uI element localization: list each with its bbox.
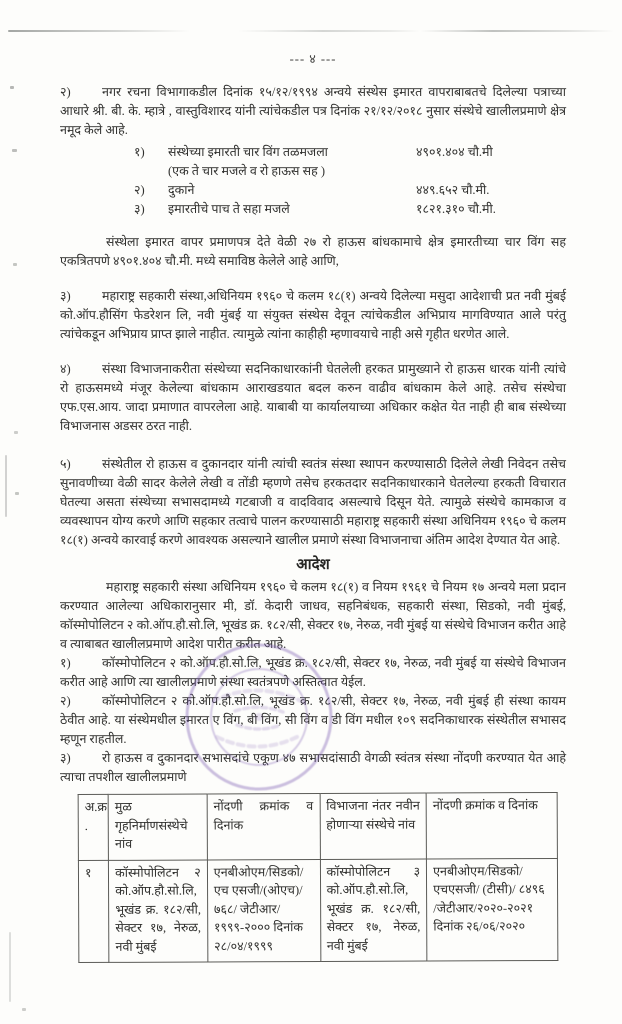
area-item: [60, 181, 566, 200]
header-serial-no: अ.क्र .: [78, 794, 108, 860]
area-item: [60, 143, 566, 162]
document-body: [60, 50, 566, 962]
area-item-number: १): [134, 145, 145, 159]
table-row: [78, 858, 557, 963]
order-item-1-text: कॉस्मोपोलिटन २ को.ऑप.हौ.सो.लि, भूखंड क्र. १८२/सी, सेक्टर १७, नेरुळ, नवी मुंबई या संस्थेचे विभाजन करीत आहे आणि त्या खालीलप्रमाणे संस्था स्वतंत्रपणे अस्तित्वात येईल.: [60, 656, 566, 689]
area-item-number: २): [134, 183, 145, 197]
area-item: [60, 200, 566, 219]
division-table: [78, 792, 559, 963]
paragraph-3-text: महाराष्ट्र सहकारी संस्था,अधिनियम १९६० चे कलम १८(१) अन्वये दिलेल्या मसुदा आदेशाची प्रत नवी मुंबई को.ऑप.हौसिंग फेडरेशन लि, नवी मुंबई या संयुक्त संस्थेस देवून त्यांचेकडील अभिप्राय मागविण्यात आले परंतु त्यांचेकडून अभिप्राय प्राप्त झाले नाहीत. त्यामुळे त्यांना काहीही म्हणावयाचे नाही असे गृहीत धरणेत आले.: [60, 289, 566, 341]
cell-serial-no: १: [78, 860, 109, 963]
order-item-1: [60, 654, 566, 692]
paragraph-4: [60, 360, 566, 436]
area-item-number: ३): [134, 202, 145, 216]
area-list: [60, 143, 566, 219]
area-item-label: इमारतीचे पाच ते सहा मजले: [168, 202, 290, 216]
scan-artifact-mark: [13, 263, 17, 266]
paragraph-5: [60, 455, 566, 550]
area-item-value: ४९०१.४०४ चौ.मी: [416, 145, 493, 159]
scan-artifact-mark: [15, 492, 19, 495]
area-item-sublabel: (एक ते चार मजले व रो हाऊस सह ): [168, 164, 326, 178]
header-new-registration-no-date: नोंदणी क्रमांक व दिनांक: [426, 792, 557, 858]
cell-new-society-name: कॉस्मोपोलिटन ३ को.ऑप.हौ.सो.लि, भूखंड क्र. १८२/सी, सेक्टर १७, नेरुळ, नवी मुंबई: [320, 859, 427, 962]
order-item-2-text: कॉस्मोपोलिटन २ को.ऑप.हौ.सो.लि, भूखंड क्र. १८२/सी, सेक्टर १७, नेरुळ, नवी मुंबई ही संस्था कायम ठेवीत आहे. या संस्थेमधील इमारत ए विंग, बी विंग, सी विंग व डी विंग मधील १०९ सदनिकाधारक संस्थेतील सभासद म्हणून राहतील.: [60, 694, 566, 746]
cell-registration-no-date: एनबीओएम/सिडको/एच एसजी/(ओएच)/७६८/ जेटीआर/१९९९-२००० दिनांक २८/०४/१९९९: [207, 859, 320, 962]
area-item-label: संस्थेच्या इमारती चार विंग तळमजला: [168, 145, 328, 159]
scan-artifact-mark: [12, 149, 17, 152]
paragraph-usage: संस्थेला इमारत वापर प्रमाणपत्र देते वेळी २७ रो हाऊस बांधकामाचे क्षेत्र इमारतीच्या चार विंग सह एकत्रितपणे ४९०१.४०४ चौ.मी. मध्ये समाविष्ठ केलेले आहे आणि,: [60, 235, 566, 268]
paragraph-5-text: संस्थेतील रो हाऊस व दुकानदार यांनी त्यांची स्वतंत्र संस्था स्थापन करण्यासाठी दिलेले लेखी निवेदन तसेच सुनावणीच्या वेळी सादर केलेले लेखी व तोंडी म्हणणे तसेच हरकतदार सदनिकाधारकाने घेतलेल्या हरकती विचारात घेतल्या असता संस्थेच्या सभासदामध्ये गटबाजी व वादविवाद असल्याचे दिसून येते. त्यामुळे संस्थेचे कामकाज व व्यवस्थापन योग्य करणे आणि सहकार तत्वाचे पालन करण्यासाठी महाराष्ट्र सहकारी संस्था अधिनियम १९६० चे कलम १८(१) अन्वये कारवाई करणे आवश्यक असल्याने खालील प्रमाणे संस्था विभाजनाचा अंतिम आदेश देण्यात येत आहे.: [60, 457, 566, 547]
page-number: --- ४ ---: [289, 52, 337, 66]
order-item-1-number: १): [60, 656, 71, 670]
area-item-value: ४४९.६५२ चौ.मी.: [416, 183, 490, 197]
order-item-3-text: रो हाऊस व दुकानदार सभासदांचे एकूण ४७ सभासदांसाठी वेगळी स्वंतत्र संस्था नोंदणी करण्यात येत आहे त्याचा तपशील खालीलप्रमाणे: [60, 751, 566, 784]
scan-artifact-smudge: [9, 932, 11, 1002]
order-item-3-number: ३): [60, 751, 71, 765]
header-original-society-name: मुळ गृहनिर्माणसंस्थेचे नांव: [108, 794, 207, 860]
header-registration-no-date: नोंदणी क्रमांक व दिनांक: [207, 793, 320, 859]
area-item-value: १८२१.३१० चौ.मी.: [416, 202, 496, 216]
paragraph-3-number: ३): [60, 289, 71, 303]
order-item-2: [60, 692, 566, 749]
scan-artifact-mark: [22, 1008, 26, 1011]
paragraph-3: [60, 287, 566, 344]
paragraph-2-text: नगर रचना विभागाकडील दिनांक १५/१२/१९९४ अन्वये संस्थेस इमारत वापराबाबतचे दिलेल्या पत्राच्या आधारे श्री. बी. के. म्हात्रे , वास्तुविशारद यांनी त्यांचेकडील पत्र दिनांक २१/१२/२०१८ नुसार संस्थेचे खालीलप्रमाणे क्षेत्र नमूद केले आहे.: [60, 85, 566, 137]
paragraph-5-number: ५): [60, 457, 71, 471]
scan-artifact-mark: [14, 431, 18, 434]
scan-artifact-mark: [10, 86, 14, 89]
paragraph-2-number: २): [60, 85, 71, 99]
paragraph-4-number: ४): [60, 362, 71, 376]
scan-artifact-line: [8, 30, 614, 32]
scan-artifact-smudge: [5, 455, 7, 517]
order-item-2-number: २): [60, 694, 71, 708]
cell-new-registration-no-date: एनबीओएम/सिडको/एचएसजी/ (टीसी)/ ८४९६ /जेटीआर/२०२०-२०२१ दिनांक २६/०६/२०२०: [427, 858, 558, 961]
area-item-label: दुकाने: [168, 183, 195, 197]
order-intro: महाराष्ट्र सहकारी संस्था अधिनियम १९६० चे कलम १८(१) व नियम १९६१ चे नियम १७ अन्वये मला प्रदान करण्यात आलेल्या अधिकारानुसार मी, डॉ. केदारी जाधव, सहनिबंधक, सहकारी संस्था, सिडको, नवी मुंबई, कॉस्मोपोलिटन २ को.ऑप.हौ.सो.लि, भूखंड क्र. १८२/सी, सेक्टर १७, नेरुळ, नवी मुंबई या संस्थेचे विभाजन करीत आहे व त्याबाबत खालीलप्रमाणे आदेश पारीत करीत आहे.: [60, 580, 566, 651]
paragraph-4-text: संस्था विभाजनाकरीता संस्थेच्या सदनिकाधारकांनी घेतलेली हरकत प्रामुख्याने रो हाऊस धारक यांनी त्यांचे रो हाऊसमध्ये मंजूर केलेल्या बांधकाम आराखडयात बदल करुन वाढीव बांधकाम केले आहे. तसेच संस्थेचा एफ.एस.आय. जादा प्रमाणात वापरलेला आहे. याबाबी या कार्यालयाच्या अधिकार कक्षेत येत नाही ही बाब संस्थेच्या विभाजनास अडसर ठरत नाही.: [60, 362, 566, 433]
paragraph-2: [60, 83, 566, 140]
table-header-row: [78, 792, 557, 860]
order-heading: आदेश: [296, 557, 330, 573]
cell-original-society-name: कॉस्मोपोलिटन २ को.ऑप.हौ.सो.लि, भूखंड क्र. १८२/सी, सेक्टर १७, नेरुळ, नवी मुंबई: [109, 859, 208, 962]
order-item-3: [60, 749, 566, 787]
header-new-society-name: विभाजना नंतर नवीन होणाऱ्या संस्थेचे नांव: [320, 793, 427, 859]
